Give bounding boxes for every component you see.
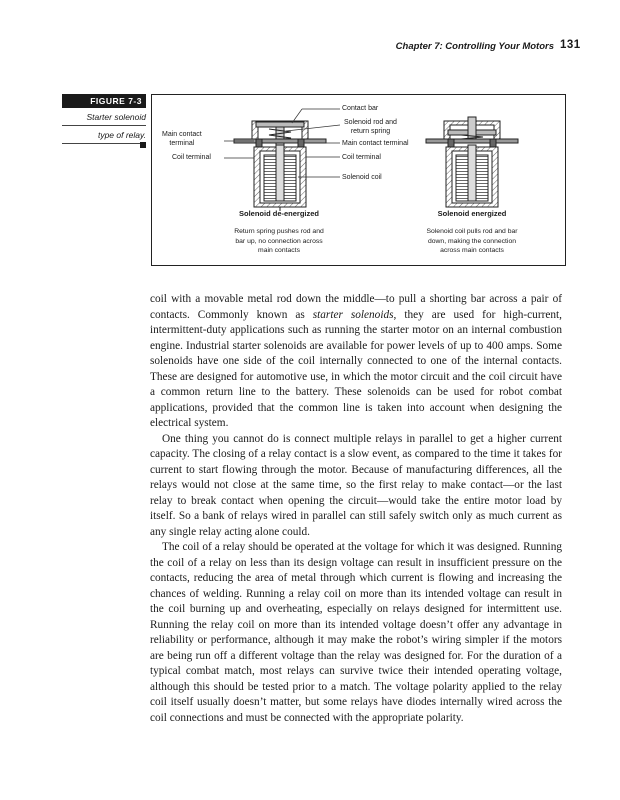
title-energized: Solenoid energized bbox=[437, 209, 507, 218]
paragraph-1-part-a: coil with a movable metal rod down the middle—to pull a shorting bar across a pair of contacts. Commonly known as bbox=[150, 293, 562, 321]
body-text bbox=[150, 292, 562, 726]
desc-energized bbox=[397, 227, 547, 256]
paragraph-1-part-b: , they are used for high-current, intermittent-duty applications such as running the starter motor on an internal combustion engine. Industrial starter solenoids are available for power levels of up to 400 amps. Some solenoids have one side of the coil internally connected to one of the internal contacts. These are designed for automotive use, in which the motor circuit and the coil circuit have a common return line to the battery. These solenoids can be used for robot combat applications, provided that the common line is taken into account when designing the electrical system. bbox=[150, 308, 562, 429]
label-main-contact-terminal-right: Main contact terminal bbox=[342, 140, 409, 147]
page-number: 131 bbox=[560, 39, 581, 51]
desc-deenergized-line2: bar up, no connection across bbox=[235, 237, 323, 245]
label-main-contact-terminal-left-line2: terminal bbox=[169, 140, 195, 147]
label-solenoid-rod-line2: return spring bbox=[350, 128, 391, 135]
desc-energized-line3: across main contacts bbox=[440, 247, 504, 254]
figure-marker-square bbox=[140, 142, 146, 148]
chapter-title: Chapter 7: Controlling Your Motors bbox=[395, 41, 554, 52]
figure-caption-line-2: type of relay. bbox=[62, 126, 146, 144]
title-deenergized: Solenoid de-energized bbox=[238, 209, 319, 218]
desc-deenergized bbox=[204, 227, 354, 256]
desc-deenergized-line1: Return spring pushes rod and bbox=[234, 228, 324, 235]
desc-energized-line2: down, making the connection bbox=[427, 237, 517, 245]
solenoid-deenergized-drawing bbox=[234, 121, 326, 211]
label-coil-terminal-left: Coil terminal bbox=[172, 154, 211, 161]
desc-deenergized-line3: main contacts bbox=[258, 247, 300, 254]
figure-starter-solenoid bbox=[151, 94, 566, 266]
paragraph-1 bbox=[150, 292, 562, 432]
label-coil-terminal-right: Coil terminal bbox=[342, 154, 381, 161]
label-solenoid-rod-line1: Solenoid rod and bbox=[344, 119, 397, 126]
label-main-contact-terminal-left-line1: Main contact bbox=[162, 131, 202, 138]
paragraph-1-emphasis: starter solenoids bbox=[312, 308, 394, 321]
paragraph-3: The coil of a relay should be operated at the voltage for which it was designed. Running the coil of a relay on less than its design voltage can result in insufficient pressure on the contacts, reducing the area of metal through which current is flowing and increasing the chances of welding. Running a relay coil on more than its intended voltage can result in the coil burning up and overheating, especially on relays designed for intermittent use. Running the relay coil on more than its intended voltage doesn’t offer any advantage in reliability or performance, although it may make the robot’s wiring simpler if the motors are being run off a different voltage than the relay was designed for. For the duration of a typical combat match, most relays can survive twice their intended operating voltage, although this should be tested prior to a match. The voltage polarity applied to the relay coil itself usually doesn’t matter, but some relays have diodes internally wired across the coil connections and must be connected with the appropriate polarity. bbox=[150, 541, 562, 724]
figure-tag: FIGURE 7-3 bbox=[62, 94, 146, 108]
label-contact-bar: Contact bar bbox=[342, 105, 379, 112]
label-solenoid-coil: Solenoid coil bbox=[342, 174, 382, 181]
running-head bbox=[0, 41, 620, 57]
solenoid-energized-drawing bbox=[426, 117, 518, 207]
label-main-contact-terminal-left bbox=[162, 130, 202, 148]
desc-energized-line1: Solenoid coil pulls rod and bar bbox=[426, 228, 518, 235]
figure-caption-line-1: Starter solenoid bbox=[62, 108, 146, 126]
figure-label-block bbox=[62, 94, 146, 144]
label-solenoid-rod bbox=[344, 118, 397, 136]
paragraph-2: One thing you cannot do is connect multiple relays in parallel to get a higher current capacity. The closing of a relay contact is a slow event, as compared to the time it takes for current to start flowing through the motor. Because of manufacturing differences, all the relays would not close at the same time, so the first relay to make contact—or the last relay to break contact when opening the circuit—would take the entire motor load by itself. So a bank of relays wired in parallel can still safely switch only as much current as any single relay acting alone could. bbox=[150, 432, 562, 538]
